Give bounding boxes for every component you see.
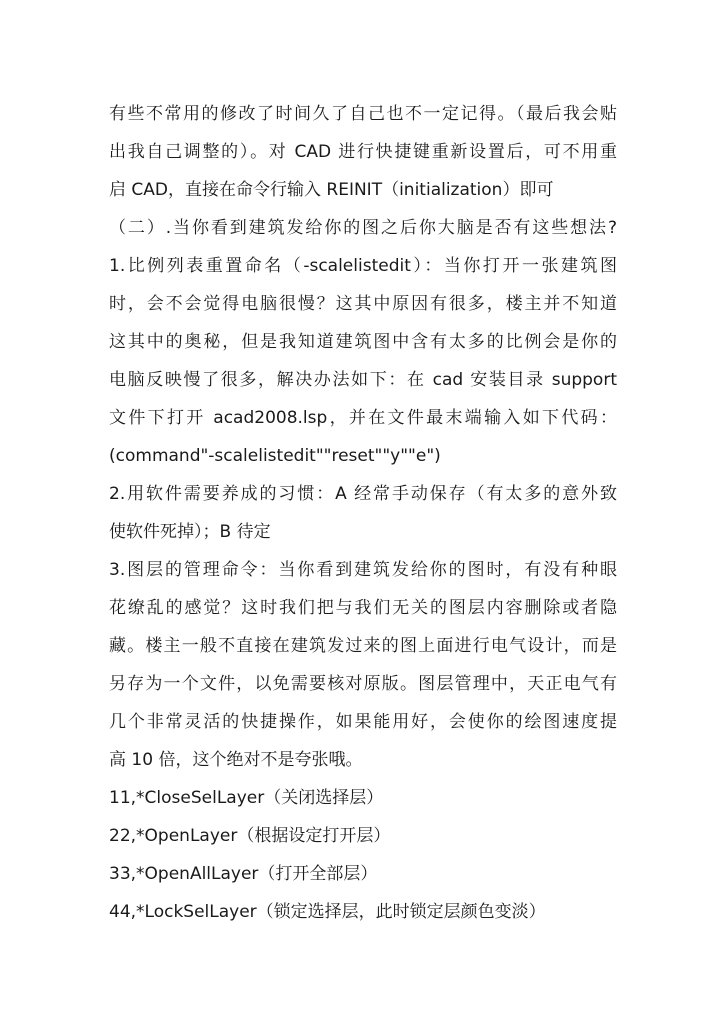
command-line: 11,*CloseSelLayer（关闭选择层） <box>109 788 384 808</box>
command-line: 33,*OpenAllLayer（打开全部层） <box>109 864 378 884</box>
text-line: 使软件死掉）；B 待定 <box>109 522 271 542</box>
text-line: 启 CAD，直接在命令行输入 REINIT（initialization）即可 <box>109 180 554 200</box>
text-line: 藏。楼主一般不直接在建筑发过来的图上面进行电气设计，而是 <box>109 636 617 656</box>
command-line: 22,*OpenLayer（根据设定打开层） <box>109 826 391 846</box>
text-line: 另存为一个文件，以免需要核对原版。图层管理中，天正电气有 <box>109 674 617 694</box>
text-line: 文件下打开 acad2008.lsp，并在文件最末端输入如下代码： <box>109 408 617 428</box>
command-line: 44,*LockSelLayer（锁定选择层，此时锁定层颜色变淡） <box>109 902 546 922</box>
text-line: 花缭乱的感觉？这时我们把与我们无关的图层内容删除或者隐 <box>109 598 617 618</box>
text-line: 出我自己调整的）。对 CAD 进行快捷键重新设置后，可不用重 <box>109 142 617 162</box>
section-heading: （二）.当你看到建筑发给你的图之后你大脑是否有这些想法? <box>109 218 617 238</box>
text-line: 高 10 倍，这个绝对不是夸张哦。 <box>109 750 363 770</box>
text-line: 电脑反映慢了很多，解决办法如下：在 cad 安装目录 support <box>109 370 617 390</box>
text-line: 有些不常用的修改了时间久了自己也不一定记得。（最后我会贴 <box>109 104 617 124</box>
document-body <box>109 95 617 931</box>
code-line: (command"-scalelistedit""reset""y""e") <box>109 446 441 466</box>
text-line: 几个非常灵活的快捷操作，如果能用好，会使你的绘图速度提 <box>109 712 617 732</box>
text-line: 2.用软件需要养成的习惯：A 经常手动保存（有太多的意外致 <box>109 484 617 504</box>
text-line: 1.比例列表重置命名（-scalelistedit）：当你打开一张建筑图 <box>109 256 617 276</box>
text-line: 这其中的奥秘，但是我知道建筑图中含有太多的比例会是你的 <box>109 332 617 352</box>
text-line: 时，会不会觉得电脑很慢？这其中原因有很多，楼主并不知道 <box>109 294 617 314</box>
text-line: 3.图层的管理命令：当你看到建筑发给你的图时，有没有种眼 <box>109 560 617 580</box>
